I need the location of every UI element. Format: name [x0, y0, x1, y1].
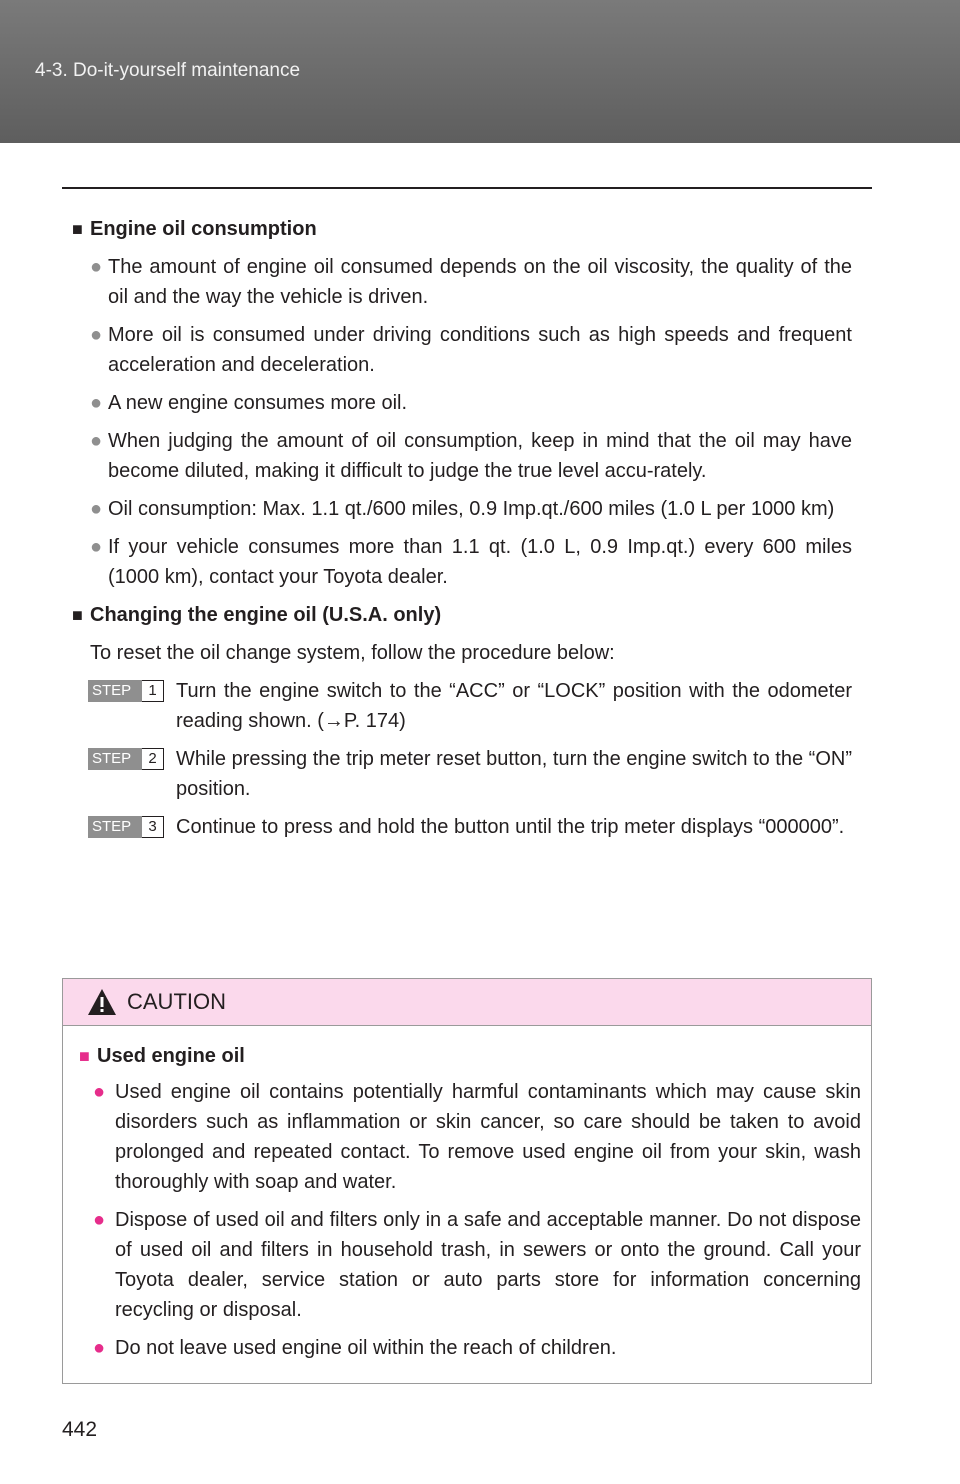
bullet-dot-icon: ● [90, 430, 103, 452]
list-item: ● Oil consumption: Max. 1.1 qt./600 miles, 0.9 Imp.qt./600 miles (1.0 L per 1000 km) [90, 494, 852, 524]
procedure-intro: To reset the oil change system, follow the procedure below: [90, 642, 615, 664]
warning-triangle-icon [87, 988, 117, 1016]
caution-box [62, 978, 872, 1384]
bullet-dot-icon: ● [90, 392, 103, 414]
caution-heading-text: Used engine oil [97, 1045, 245, 1067]
list-item: ● If your vehicle consumes more than 1.1 qt. (1.0 L, 0.9 Imp.qt.) every 600 miles (1000 km), contact your Toyota dealer. [90, 532, 852, 592]
square-bullet-icon: ■ [72, 605, 83, 625]
caution-heading [79, 1041, 861, 1071]
caution-title: CAUTION [127, 989, 226, 1014]
page-number: 442 [62, 1418, 98, 1441]
bullet-dot-icon: ● [90, 324, 103, 346]
step-text: While pressing the trip meter reset button, turn the engine switch to the “ON” position. [176, 748, 852, 800]
list-item: ● A new engine consumes more oil. [90, 388, 852, 418]
section-heading-text: Changing the engine oil (U.S.A. only) [90, 604, 442, 626]
list-item: ● Dispose of used oil and filters only in a safe and acceptable manner. Do not dispose of used oil and filters in household trash, in sewers or onto the ground. Call your Toyota dealer, service station or auto parts store for information concerning recycling or disposal. [93, 1205, 861, 1325]
step-badge: STEP 1 [88, 680, 164, 702]
step-item [88, 744, 852, 804]
caution-body [79, 1041, 861, 1371]
header-rule [62, 187, 872, 189]
list-item: ● Do not leave used engine oil within the reach of children. [93, 1333, 861, 1363]
step-text: Turn the engine switch to the “ACC” or “LOCK” position with the odometer reading shown. (→P. 174) [176, 680, 852, 732]
bullet-dot-icon: ● [90, 536, 103, 558]
section-heading-text: Engine oil consumption [90, 218, 317, 240]
step-text: Continue to press and hold the button until the trip meter displays “000000”. [176, 816, 845, 838]
square-bullet-icon: ■ [72, 219, 83, 239]
bullet-dot-icon: ● [93, 1209, 106, 1231]
bullet-dot-icon: ● [93, 1081, 106, 1103]
step-badge: STEP 3 [88, 816, 164, 838]
caution-header [63, 979, 871, 1026]
bullet-dot-icon: ● [90, 498, 103, 520]
step-item [88, 812, 852, 842]
list-item: ● The amount of engine oil consumed depends on the oil viscosity, the quality of the oil and the way the vehicle is driven. [90, 252, 852, 312]
page-header [0, 0, 960, 143]
bullet-dot-icon: ● [90, 256, 103, 278]
section-heading [72, 600, 852, 630]
list-item: ● More oil is consumed under driving conditions such as high speeds and frequent acceleration and deceleration. [90, 320, 852, 380]
section-heading [72, 214, 852, 244]
bullet-dot-icon: ● [93, 1337, 106, 1359]
square-bullet-icon: ■ [79, 1046, 90, 1066]
list-item: ● Used engine oil contains potentially harmful contaminants which may cause skin disorders such as inflammation or skin cancer, so care should be taken to avoid prolonged and repeated contact. To remove used engine oil from your skin, wash thoroughly with soap and water. [93, 1077, 861, 1197]
step-item [88, 676, 852, 736]
list-item: ● When judging the amount of oil consumption, keep in mind that the oil may have become diluted, making it difficult to judge the true level accu-rately. [90, 426, 852, 486]
chapter-title: 4-3. Do-it-yourself maintenance [35, 60, 301, 81]
step-badge: STEP 2 [88, 748, 164, 770]
main-content [72, 214, 852, 850]
